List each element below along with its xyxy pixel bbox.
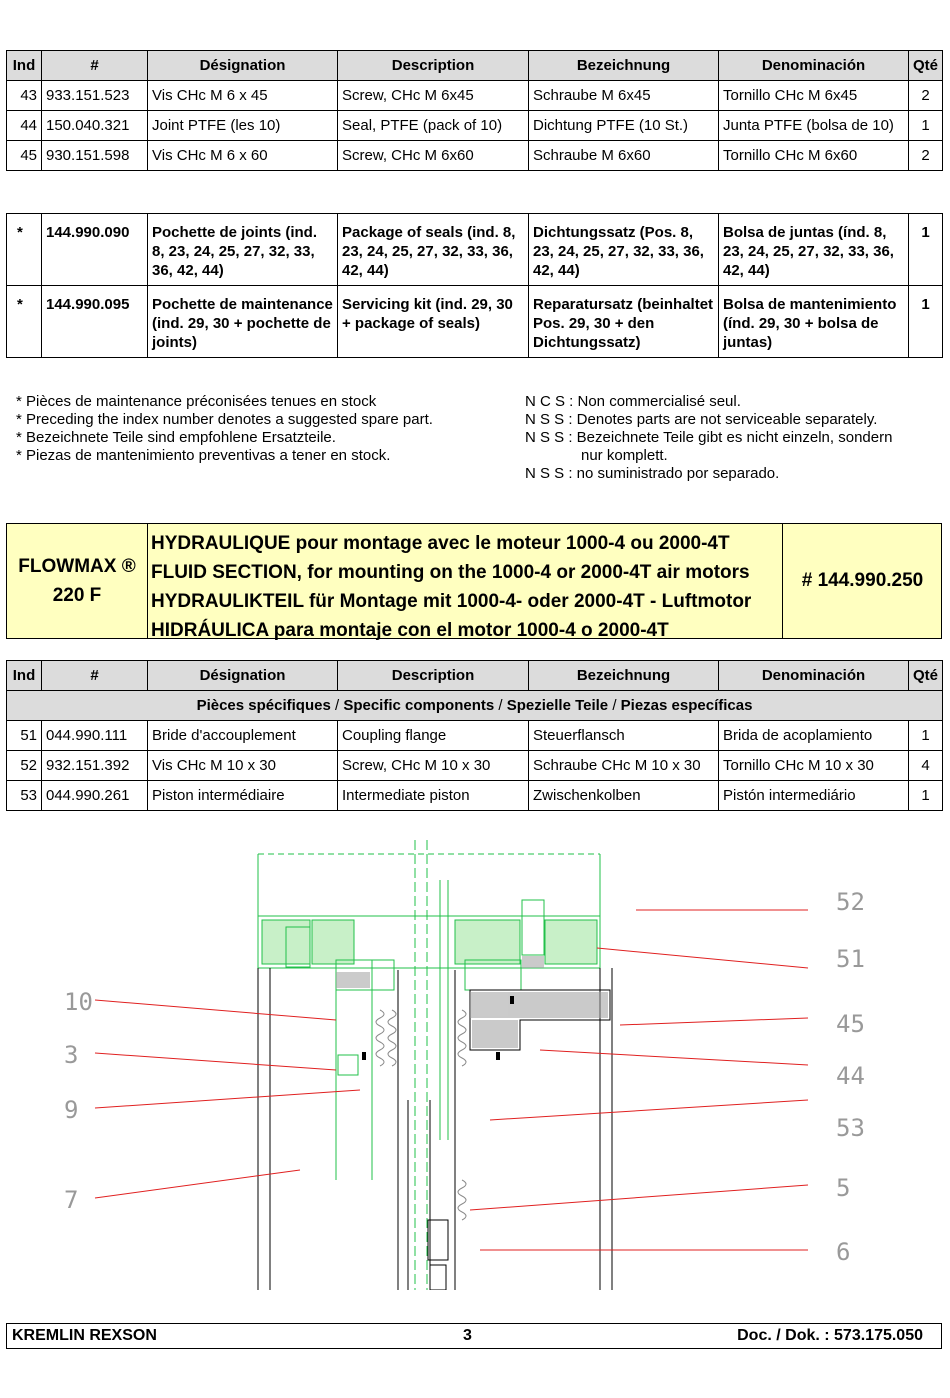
note-line: * Preceding the index number denotes a suggested spare part. bbox=[16, 411, 433, 428]
row-es: Tornillo CHc M 6x60 bbox=[719, 141, 909, 171]
notes-left bbox=[16, 393, 433, 465]
row-de: Schraube M 6x60 bbox=[529, 141, 719, 171]
row-en: Intermediate piston bbox=[338, 781, 529, 811]
drawing-green-lines bbox=[258, 840, 600, 1290]
col-bezeichnung: Bezeichnung bbox=[529, 661, 719, 691]
kit-en: Servicing kit (ind. 29, 30 + package of seals) bbox=[338, 286, 529, 358]
row-de: Schraube M 6x45 bbox=[529, 81, 719, 111]
row-qty: 1 bbox=[909, 781, 943, 811]
company-name: KREMLIN REXSON bbox=[12, 1327, 157, 1344]
note-line: nur komplett. bbox=[581, 447, 668, 464]
kit-star: * bbox=[7, 214, 42, 286]
row-en: Screw, CHc M 10 x 30 bbox=[338, 751, 529, 781]
kit-es: Bolsa de mantenimiento (índ. 29, 30 + bolsa de juntas) bbox=[719, 286, 909, 358]
row-de: Zwischenkolben bbox=[529, 781, 719, 811]
callout-5: 5 bbox=[836, 1174, 851, 1202]
row-es: Brida de acoplamiento bbox=[719, 721, 909, 751]
row-en: Screw, CHc M 6x60 bbox=[338, 141, 529, 171]
note-line: * Piezas de mantenimiento preventivas a tener en stock. bbox=[16, 447, 391, 464]
col-ind: Ind bbox=[7, 51, 42, 81]
row-fr: Vis CHc M 10 x 30 bbox=[148, 751, 338, 781]
section-fr: Pièces spécifiques bbox=[196, 697, 331, 714]
callout-52: 52 bbox=[836, 888, 865, 916]
row-en: Seal, PTFE (pack of 10) bbox=[338, 111, 529, 141]
col-denominacion: Denominación bbox=[719, 51, 909, 81]
kit-qty: 1 bbox=[909, 214, 943, 286]
row-fr: Joint PTFE (les 10) bbox=[148, 111, 338, 141]
technical-drawing bbox=[0, 820, 950, 1290]
kits-table bbox=[6, 213, 943, 358]
row-es: Tornillo CHc M 6x45 bbox=[719, 81, 909, 111]
row-en: Screw, CHc M 6x45 bbox=[338, 81, 529, 111]
kit-ref: 144.990.095 bbox=[42, 286, 148, 358]
model-variant: 220 F bbox=[52, 585, 102, 606]
callout-7: 7 bbox=[64, 1186, 79, 1214]
doc-reference: Doc. / Dok. : 573.175.050 bbox=[737, 1327, 923, 1344]
parts-table-top bbox=[6, 50, 943, 171]
row-de: Steuerflansch bbox=[529, 721, 719, 751]
callout-51: 51 bbox=[836, 945, 865, 973]
col-designation: Désignation bbox=[148, 51, 338, 81]
table-row bbox=[7, 81, 943, 111]
col-qty: Qté bbox=[909, 661, 943, 691]
section-en: Specific components bbox=[343, 697, 495, 714]
title-box bbox=[148, 524, 783, 641]
model-box bbox=[7, 524, 148, 638]
col-ref: # bbox=[42, 51, 148, 81]
col-bezeichnung: Bezeichnung bbox=[529, 51, 719, 81]
table-row bbox=[7, 781, 943, 811]
page-number: 3 bbox=[463, 1327, 472, 1344]
row-ind: 45 bbox=[7, 141, 42, 171]
row-qty: 2 bbox=[909, 81, 943, 111]
row-ind: 52 bbox=[7, 751, 42, 781]
note-line: N S S : no suministrado por separado. bbox=[525, 465, 780, 482]
assembly-ref: # 144.990.250 bbox=[801, 570, 924, 591]
table-row bbox=[7, 141, 943, 171]
table-header-row bbox=[7, 51, 943, 81]
row-ind: 51 bbox=[7, 721, 42, 751]
section-title bbox=[7, 691, 943, 721]
row-ref: 930.151.598 bbox=[42, 141, 148, 171]
drawing-hatching bbox=[336, 956, 608, 1048]
note-line: N S S : Bezeichnete Teile gibt es nicht einzeln, sondern bbox=[525, 429, 893, 446]
note-line: * Bezeichnete Teile sind empfohlene Ersatzteile. bbox=[16, 429, 336, 446]
kit-fr: Pochette de joints (ind. 8, 23, 24, 25, 27, 32, 33, 36, 42, 44) bbox=[148, 214, 338, 286]
callout-10: 10 bbox=[64, 988, 93, 1016]
row-ind: 44 bbox=[7, 111, 42, 141]
row-qty: 2 bbox=[909, 141, 943, 171]
row-ref: 044.990.111 bbox=[42, 721, 148, 751]
callout-3: 3 bbox=[64, 1041, 79, 1069]
row-ref: 044.990.261 bbox=[42, 781, 148, 811]
title-de: HYDRAULIKTEIL für Montage mit 1000-4- oder 2000-4T - Luftmotor bbox=[151, 591, 752, 612]
kit-row bbox=[7, 286, 943, 358]
callout-44: 44 bbox=[836, 1062, 865, 1090]
title-fr: HYDRAULIQUE pour montage avec le moteur 1000-4 ou 2000-4T bbox=[151, 533, 730, 554]
col-description: Description bbox=[338, 661, 529, 691]
kit-qty: 1 bbox=[909, 286, 943, 358]
row-es: Junta PTFE (bolsa de 10) bbox=[719, 111, 909, 141]
note-line: N S S : Denotes parts are not serviceable separately. bbox=[525, 411, 878, 428]
col-description: Description bbox=[338, 51, 529, 81]
row-ind: 53 bbox=[7, 781, 42, 811]
title-es: HIDRÁULICA para montaje con el motor 1000-4 o 2000-4T bbox=[151, 620, 669, 641]
section-es: Piezas específicas bbox=[620, 697, 753, 714]
section-row bbox=[7, 691, 943, 721]
drawing-leader-lines bbox=[95, 910, 808, 1250]
row-ind: 43 bbox=[7, 81, 42, 111]
col-designation: Désignation bbox=[148, 661, 338, 691]
kit-en: Package of seals (ind. 8, 23, 24, 25, 27, 32, 33, 36, 42, 44) bbox=[338, 214, 529, 286]
kit-ref: 144.990.090 bbox=[42, 214, 148, 286]
row-fr: Vis CHc M 6 x 60 bbox=[148, 141, 338, 171]
table-row bbox=[7, 751, 943, 781]
separator: / bbox=[494, 697, 507, 714]
table-row bbox=[7, 111, 943, 141]
assembly-banner bbox=[6, 523, 942, 639]
page-footer bbox=[6, 1323, 942, 1349]
title-en: FLUID SECTION, for mounting on the 1000-4 or 2000-4T air motors bbox=[151, 562, 750, 583]
row-fr: Piston intermédiaire bbox=[148, 781, 338, 811]
row-qty: 1 bbox=[909, 111, 943, 141]
row-ref: 932.151.392 bbox=[42, 751, 148, 781]
col-qty: Qté bbox=[909, 51, 943, 81]
note-line: * Pièces de maintenance préconisées tenues en stock bbox=[16, 393, 377, 410]
kit-es: Bolsa de juntas (índ. 8, 23, 24, 25, 27, 32, 33, 36, 42, 44) bbox=[719, 214, 909, 286]
parts-table-bottom bbox=[6, 660, 943, 811]
callout-6: 6 bbox=[836, 1238, 851, 1266]
table-header-row bbox=[7, 661, 943, 691]
note-line: N C S : Non commercialisé seul. bbox=[525, 393, 741, 410]
drawing-springs bbox=[376, 1010, 466, 1220]
callout-45: 45 bbox=[836, 1010, 865, 1038]
row-en: Coupling flange bbox=[338, 721, 529, 751]
kit-fr: Pochette de maintenance (ind. 29, 30 + pochette de joints) bbox=[148, 286, 338, 358]
row-de: Dichtung PTFE (10 St.) bbox=[529, 111, 719, 141]
row-ref: 150.040.321 bbox=[42, 111, 148, 141]
col-denominacion: Denominación bbox=[719, 661, 909, 691]
kit-star: * bbox=[7, 286, 42, 358]
row-es: Pistón intermediário bbox=[719, 781, 909, 811]
table-row bbox=[7, 721, 943, 751]
row-qty: 1 bbox=[909, 721, 943, 751]
col-ind: Ind bbox=[7, 661, 42, 691]
section-de: Spezielle Teile bbox=[506, 697, 609, 714]
notes-right bbox=[525, 393, 892, 483]
separator: / bbox=[608, 697, 621, 714]
row-de: Schraube CHc M 10 x 30 bbox=[529, 751, 719, 781]
col-ref: # bbox=[42, 661, 148, 691]
callout-9: 9 bbox=[64, 1096, 79, 1124]
kit-de: Dichtungssatz (Pos. 8, 23, 24, 25, 27, 32, 33, 36, 42, 44) bbox=[529, 214, 719, 286]
row-fr: Bride d'accouplement bbox=[148, 721, 338, 751]
kit-row bbox=[7, 214, 943, 286]
row-fr: Vis CHc M 6 x 45 bbox=[148, 81, 338, 111]
callout-53: 53 bbox=[836, 1114, 865, 1142]
separator: / bbox=[330, 697, 344, 714]
model-name: FLOWMAX ® bbox=[18, 556, 136, 577]
kit-de: Reparatursatz (beinhaltet Pos. 29, 30 + den Dichtungssatz) bbox=[529, 286, 719, 358]
row-es: Tornillo CHc M 10 x 30 bbox=[719, 751, 909, 781]
row-ref: 933.151.523 bbox=[42, 81, 148, 111]
row-qty: 4 bbox=[909, 751, 943, 781]
